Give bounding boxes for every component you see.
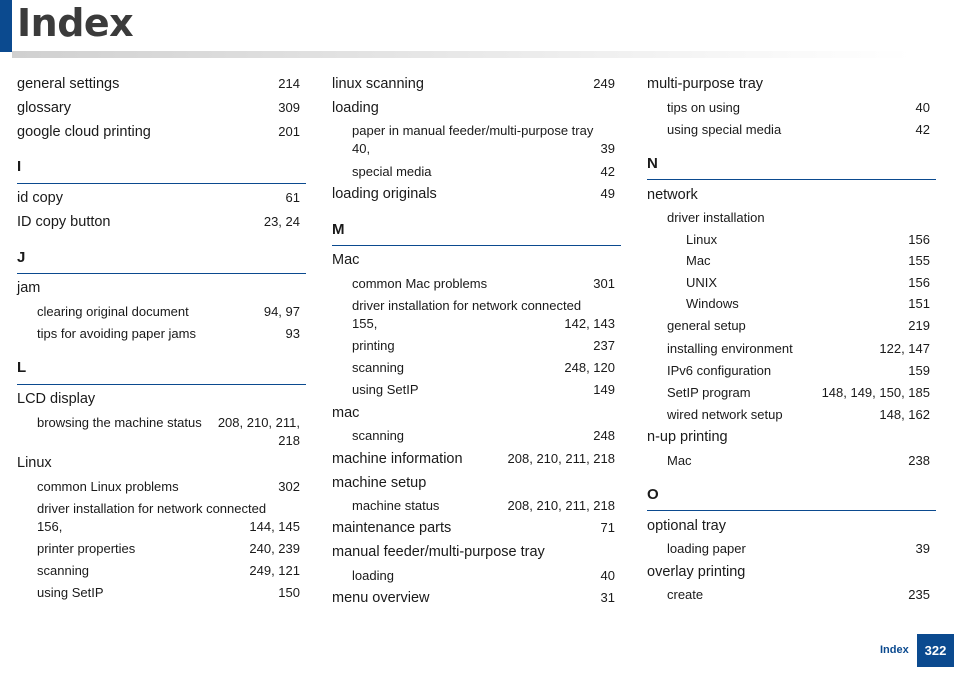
index-subentry: general setup 219 [667,318,930,333]
index-entry: overlay printing [647,564,746,580]
index-entry: optional tray [647,518,726,534]
section-letter-l: L [17,359,27,376]
index-entry: manual feeder/multi-purpose tray [332,544,545,560]
index-entry: n-up printing [647,429,728,445]
footer-section-label: Index [880,644,909,656]
index-entry: Linux [17,455,52,471]
index-entry: maintenance parts 71 [332,520,615,536]
index-entry: linux scanning 249 [332,76,615,92]
section-letter-m: M [332,221,345,238]
index-subentry: Mac 238 [667,453,930,468]
section-letter-o: O [647,486,659,503]
index-entry: glossary 309 [17,100,300,116]
section-rule [332,245,621,246]
index-subentry: scanning 248, 120 [352,360,615,375]
index-subsubentry: Windows 151 [686,296,930,311]
index-subentry: clearing original document 94, 97 [37,304,300,319]
section-letter-j: J [17,249,26,266]
index-subentry: SetIP program 148, 149, 150, 185 [667,385,930,400]
index-entry: id copy 61 [17,190,300,206]
index-subentry: loading paper 39 [667,541,930,556]
index-subentry-continued: 218 [278,433,300,448]
index-subentry-text: driver installation for network connected [352,298,582,313]
index-entry: menu overview 31 [332,590,615,606]
index-subentry: browsing the machine status 208, 210, 211, [37,415,300,430]
index-entry: mac [332,405,360,421]
index-entry: general settings 214 [17,76,300,92]
index-subentry: installing environment 122, 147 [667,341,930,356]
index-subentry: loading 40 [352,568,615,583]
index-entry: network [647,187,698,203]
page-number-badge: 322 [917,634,954,667]
index-subentry: using SetIP 149 [352,382,615,397]
index-subentry: using special media 42 [667,122,930,137]
index-subentry-text: driver installation for network connected [37,501,267,516]
index-subentry: machine status 208, 210, 211, 218 [352,498,615,513]
index-subentry: special media 42 [352,164,615,179]
section-letter-i: I [17,158,22,175]
index-entry: google cloud printing 201 [17,124,300,140]
index-subentry: IPv6 configuration 159 [667,363,930,378]
index-subentry: 156, 144, 145 [37,519,300,534]
section-rule [17,183,306,184]
index-entry: multi-purpose tray [647,76,764,92]
section-rule [647,510,936,511]
index-subentry: printer properties 240, 239 [37,541,300,556]
index-subentry: 40, 39 [352,141,615,156]
index-entry: machine setup [332,475,427,491]
index-subentry: 155, 142, 143 [352,316,615,331]
title-divider [12,51,912,58]
index-subentry: common Mac problems 301 [352,276,615,291]
index-subentry: driver installation [667,210,765,225]
section-rule [647,179,936,180]
section-rule [17,273,306,274]
index-subentry: printing 237 [352,338,615,353]
index-entry: loading [332,100,379,116]
index-subentry: tips on using 40 [667,100,930,115]
index-subsubentry: UNIX 156 [686,275,930,290]
index-subentry: wired network setup 148, 162 [667,407,930,422]
section-rule [17,384,306,385]
index-subsubentry: Mac 155 [686,253,930,268]
index-subentry-text: paper in manual feeder/multi-purpose tray [352,123,594,138]
index-subsubentry: Linux 156 [686,232,930,247]
index-entry: Mac [332,252,360,268]
index-subentry: using SetIP 150 [37,585,300,600]
index-subentry: common Linux problems 302 [37,479,300,494]
index-subentry: scanning 248 [352,428,615,443]
index-entry: LCD display [17,391,96,407]
index-subentry: tips for avoiding paper jams 93 [37,326,300,341]
index-entry: machine information 208, 210, 211, 218 [332,451,615,467]
index-entry: jam [17,280,41,296]
page-title: Index [17,1,134,45]
title-accent-bar [0,0,12,52]
section-letter-n: N [647,155,658,172]
index-subentry: create 235 [667,587,930,602]
index-subentry: scanning 249, 121 [37,563,300,578]
index-entry: loading originals 49 [332,186,615,202]
index-entry: ID copy button 23, 24 [17,214,300,230]
